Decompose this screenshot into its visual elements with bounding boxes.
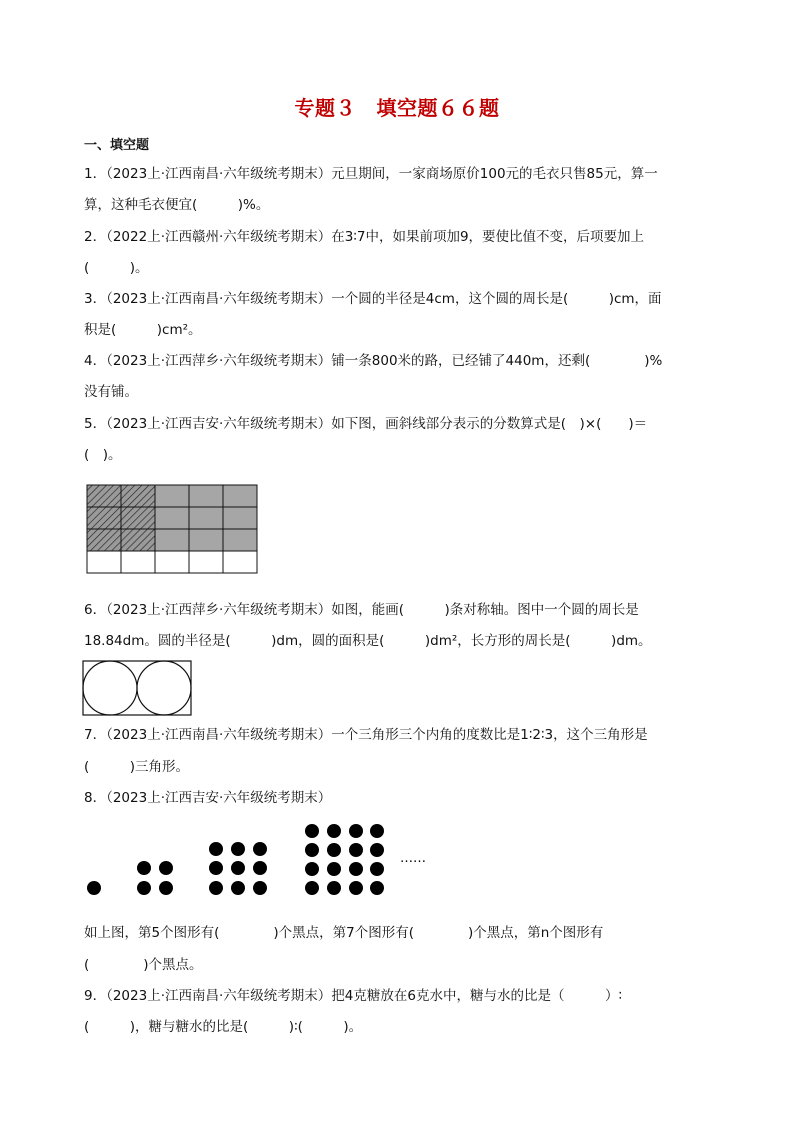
- q8-line3: ( )个黑点。: [84, 957, 203, 973]
- q2-line2: ( )。: [84, 260, 149, 276]
- q3-line2: 积是( )cm²。: [84, 322, 202, 338]
- q4-line2: 没有铺。: [84, 384, 138, 400]
- dot-pattern-figure: [84, 818, 444, 898]
- q8-line1: 8．（2023上·江西吉安·六年级统考期末）: [84, 790, 332, 806]
- shaded-grid-figure: [86, 484, 260, 576]
- q8-line2: 如上图，第5个图形有( )个黑点，第7个图形有( )个黑点，第n个图形有: [84, 925, 604, 941]
- q4-line1: 4．（2023上·江西萍乡·六年级统考期末）铺一条800米的路，已经铺了440m，还剩( )%: [84, 353, 663, 369]
- q2-line1: 2．（2022上·江西赣州·六年级统考期末）在3∶7中，如果前项加9，要使比值不变，后项要加上: [84, 229, 645, 245]
- rectangle-two-circles-figure: [82, 660, 194, 718]
- q1-line2: 算，这种毛衣便宜( )%。: [84, 197, 270, 213]
- q7-line2: ( )三角形。: [84, 759, 190, 775]
- q7-line1: 7．（2023上·江西南昌·六年级统考期末）一个三角形三个内角的度数比是1∶2∶3，这个三角形是: [84, 727, 648, 743]
- page-title: 专题３ 填空题６６题: [294, 96, 500, 120]
- q9-line2: ( )，糖与糖水的比是( )∶( )。: [84, 1019, 363, 1035]
- q3-line1: 3．（2023上·江西南昌·六年级统考期末）一个圆的半径是4cm，这个圆的周长是( )cm，面: [84, 291, 662, 307]
- q9-line1: 9．（2023上·江西南昌·六年级统考期末）把4克糖放在6克水中，糖与水的比是（ ）∶: [84, 988, 622, 1004]
- q1-line1: 1．（2023上·江西南昌·六年级统考期末）元旦期间，一家商场原价100元的毛衣只售85元，算一: [84, 166, 658, 182]
- q6-line1: 6．（2023上·江西萍乡·六年级统考期末）如图，能画( )条对称轴。图中一个圆的周长是: [84, 602, 639, 618]
- dots-ellipsis: ……: [400, 851, 426, 866]
- q6-line2: 18.84dm。圆的半径是( )dm，圆的面积是( )dm²，长方形的周长是( )dm。: [84, 633, 652, 649]
- q5-line1: 5．（2023上·江西吉安·六年级统考期末）如下图，画斜线部分表示的分数算式是( )×( )＝: [84, 416, 648, 432]
- section-heading: 一、填空题: [84, 138, 150, 153]
- q5-line2: ( )。: [84, 447, 122, 463]
